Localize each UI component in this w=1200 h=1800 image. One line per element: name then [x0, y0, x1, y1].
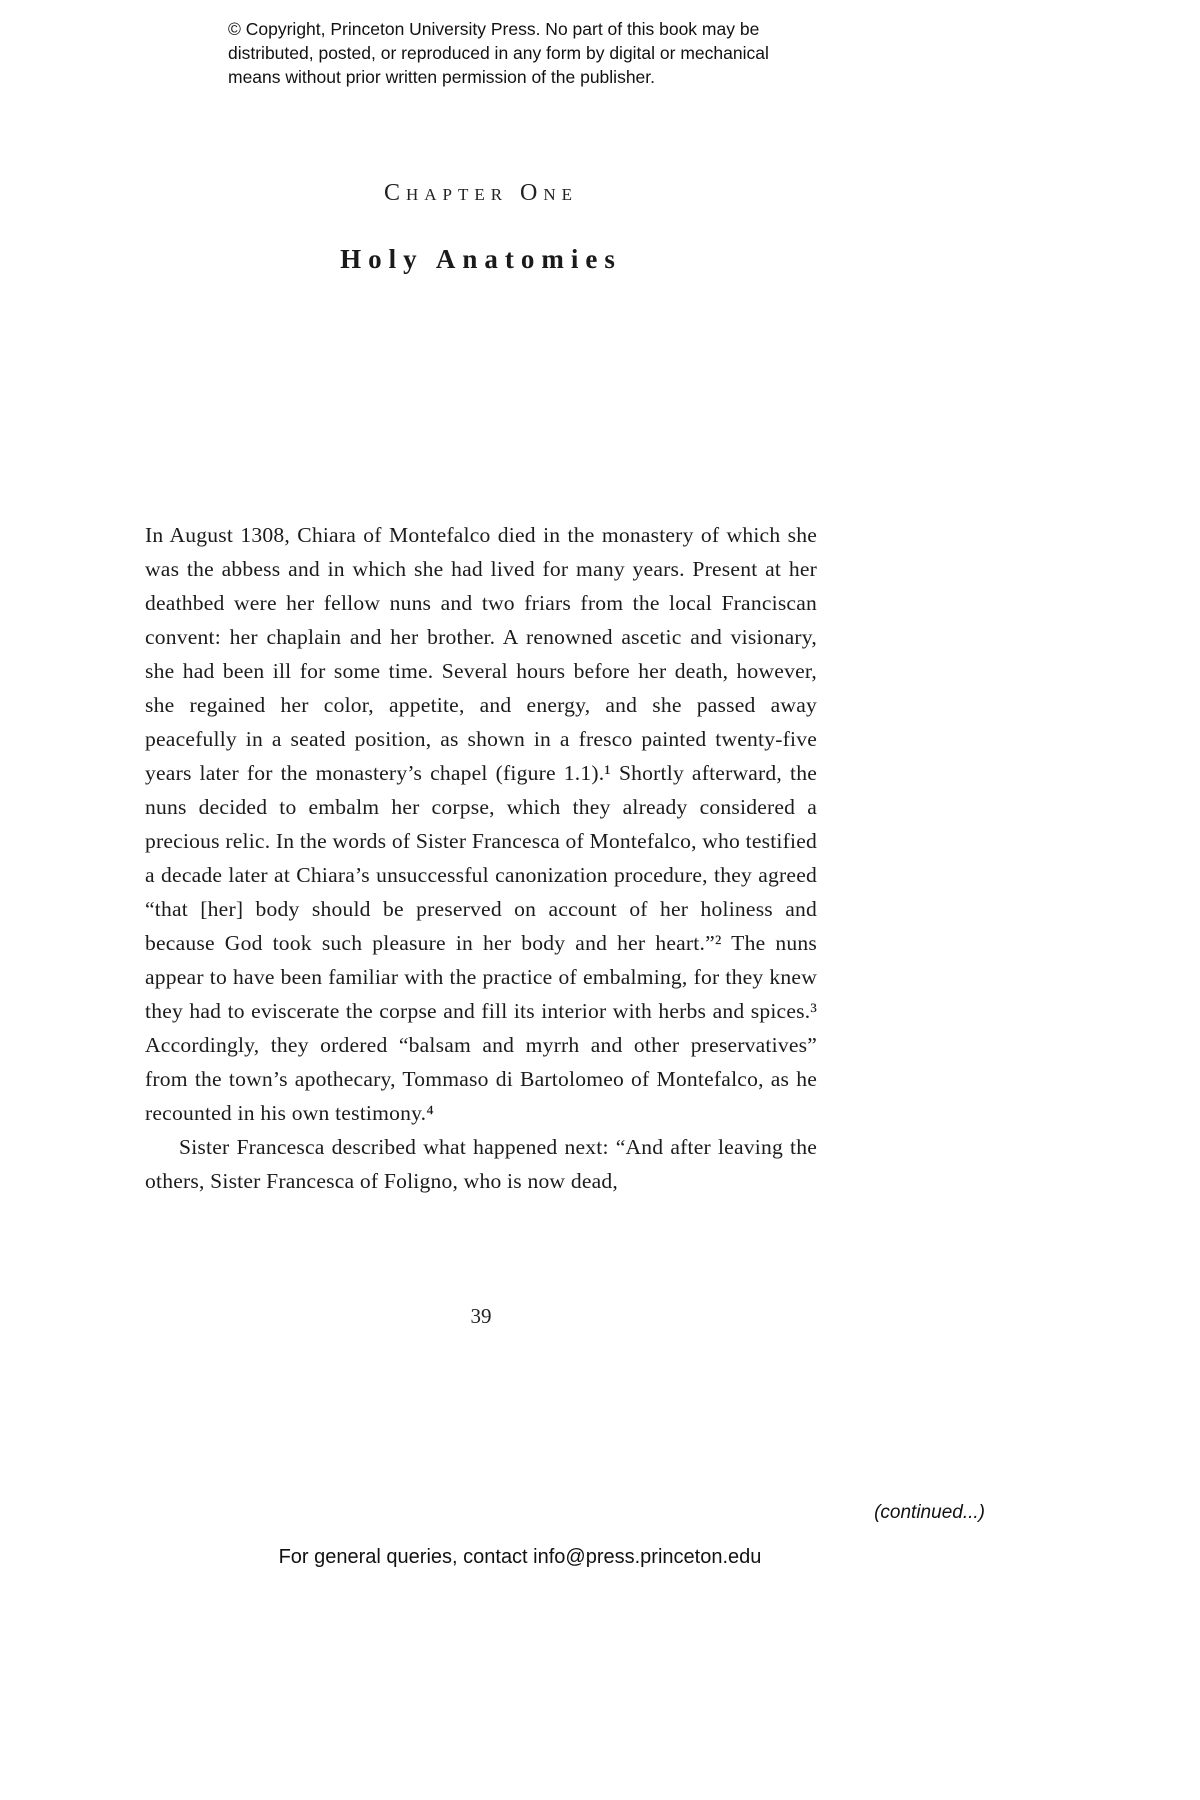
copyright-line-1: © Copyright, Princeton University Press. No part of this book may be: [228, 19, 760, 39]
chapter-label: Chapter One: [383, 180, 579, 206]
continued-note: (continued...): [874, 1502, 985, 1523]
footer-contact: For general queries, contact info@press.princeton.edu: [278, 1546, 762, 1568]
paragraph-2: Sister Francesca described what happened next: “And after leaving the others, Sister Francesca of Foligno, who is now dead,: [145, 1135, 817, 1193]
copyright-line-2: distributed, posted, or reproduced in any form by digital or mechanical: [228, 42, 769, 63]
page-number: 39: [470, 1304, 492, 1328]
body-text: [145, 518, 817, 1198]
copyright-notice: [228, 18, 848, 89]
paragraph-1: In August 1308, Chiara of Montefalco died in the monastery of which she was the abbess and in which she had lived for many years. Present at her deathbed were her fellow nuns and two friars from the local Franciscan convent: her chaplain and her brother. A renowned ascetic and visionary, she had been ill for some time. Several hours before her death, however, she regained her color, appetite, and energy, and she passed away peacefully in a seated position, as shown in a fresco painted twenty-five years later for the monastery’s chapel (figure 1.1).¹ Shortly afterward, the nuns decided to embalm her corpse, which they already considered a precious relic. In the words of Sister Francesca of Montefalco, who testified a decade later at Chiara’s unsuccessful canonization procedure, they agreed “that [her] body should be preserved on account of her holiness and because God took such pleasure in her body and her heart.”² The nuns appear to have been familiar with the practice of embalming, for they knew they had to eviscerate the corpse and fill its interior with herbs and spices.³ Accordingly, they ordered “balsam and myrrh and other preservatives” from the town’s apothecary, Tommaso di Bartolomeo of Montefalco, as he recounted in his own testimony.⁴: [145, 523, 818, 1125]
chapter-title: Holy Anatomies: [340, 244, 622, 274]
copyright-line-3: means without prior written permission of the publisher.: [228, 66, 656, 87]
